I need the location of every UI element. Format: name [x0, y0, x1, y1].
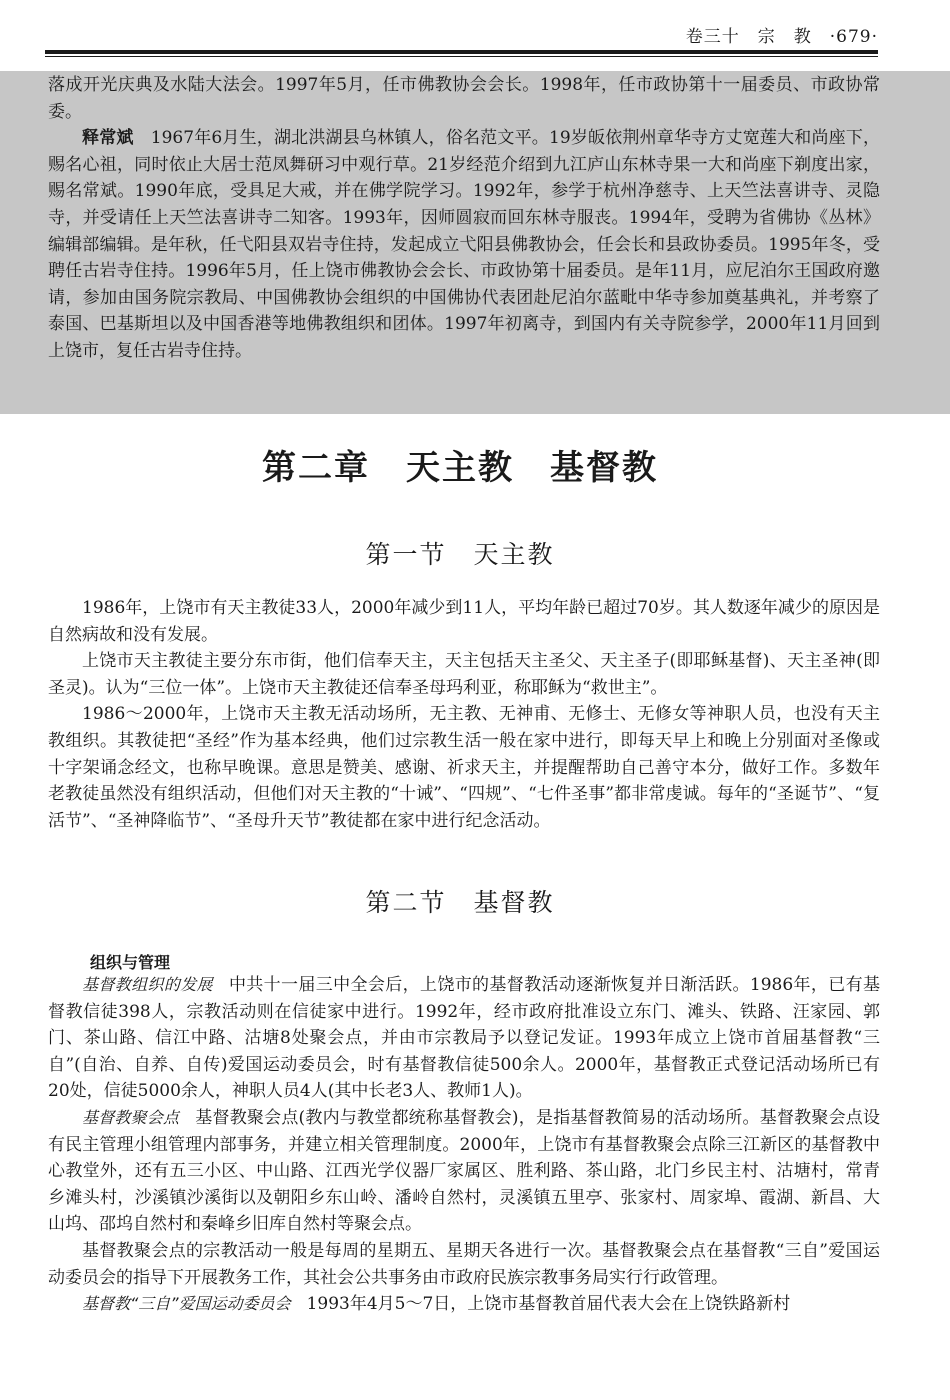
- run-in-heading: 基督教“三自”爱国运动委员会: [82, 1294, 291, 1314]
- section2-paragraph: 基督教聚会点 基督教聚会点(教内与教堂都统称基督教会)，是指基督教简易的活动场所。基督教聚会点设有民主管理小组管理内部事务，并建立相关管理制度。2000年，上饶市有基督教聚会点除三江新区的基督教中心教堂外，还有五三小区、中山路、江西光学仪器厂家属区、胜利路、茶山路，北门乡民主村、沽塘村，常青乡滩头村，沙溪镇沙溪街以及朝阳乡东山岭、潘岭自然村，灵溪镇五里亭、张家村、周家埠、霞湖、新昌、大山坞、邵坞自然村和秦峰乡旧库自然村等聚会点。: [48, 1107, 880, 1235]
- page-header: [45, 16, 878, 56]
- section1-body: [48, 595, 880, 834]
- biography-text: 1967年6月生，湖北洪湖县乌林镇人，俗名范文平。19岁皈依荆州章华寺方丈宽莲大和尚座下，赐名心祖，同时依止大居士范凤舞研习中观行草。21岁经范介绍到九江庐山东林寺果一大和尚座下剃度出家，赐名常斌。1990年底，受具足大戒，并在佛学院学习。1992年，参学于杭州净慈寺、上天竺法喜讲寺、灵隐寺，并受请任上天竺法喜讲寺二知客。1993年，因师圆寂而回东林寺服丧。1994年，受聘为省佛协《丛林》编辑部编辑。是年秋，任弋阳县双岩寺住持，发起成立弋阳县佛教协会，任会长和县政协委员。1995年冬，受聘任古岩寺住持。1996年5月，任上饶市佛教协会会长、市政协第十届委员。是年11月，应尼泊尔王国政府邀请，参加由国务院宗教局、中国佛教协会组织的中国佛协代表团赴尼泊尔蓝毗中华寺参加奠基典礼，并考察了泰国、巴基斯坦以及中国香港等地佛教组织和团体。1997年初离寺，到国内有关寺院参学，2000年11月回到上饶市，复任古岩寺住持。: [48, 128, 881, 361]
- biography-paragraph: [48, 125, 880, 364]
- section1-paragraph: 上饶市天主教徒主要分东市街，他们信奉天主，天主包括天主圣父、天主圣子(即耶稣基督)、天主圣神(即圣灵)。认为“三位一体”。上饶市天主教徒还信奉圣母玛利亚，称耶稣为“救世主”。: [48, 651, 880, 698]
- running-header: 卷三十 宗 教 ·679·: [685, 27, 878, 47]
- header-rule-thin: [45, 56, 878, 57]
- section2-paragraph: 基督教组织的发展 中共十一届三中全会后，上饶市的基督教活动逐渐恢复并日渐活跃。1986年，已有基督教信徒398人，宗教活动则在信徒家中进行。1992年，经市政府批准设立东门、滩头、铁路、汪家园、郭门、茶山路、信江中路、沽塘8处聚会点，并由市宗教局予以登记发证。1993年成立上饶市首届基督教“三自”(自治、自养、自传)爱国运动委员会，时有基督教信徒500余人。2000年，基督教正式登记活动场所已有20处，信徒5000余人，神职人员4人(其中长老3人、教师1人)。: [48, 975, 880, 1102]
- section2-body: [48, 972, 880, 1318]
- run-in-heading: 基督教组织的发展: [82, 975, 213, 994]
- section1-paragraph: 1986～2000年，上饶市天主教无活动场所，无主教、无神甫、无修士、无修女等神职人员，也没有天主教组织。其教徒把“圣经”作为基本经典，他们过宗教生活一般在家中进行，即每天早上和晚上分别面对圣像或十字架诵念经文，也称早晚课。意思是赞美、感谢、祈求天主，并提醒帮助自己善守本分，做好工作。多数年老教徒虽然没有组织活动，但他们对天主教的“十诫”、“四规”、“七件圣事”都非常虔诚。每年的“圣诞节”、“复活节”、“圣神降临节”、“圣母升天节”教徒都在家中进行纪念活动。: [48, 704, 880, 831]
- section-title-2: 第二节 基督教: [365, 888, 555, 917]
- subsection-heading: 组织与管理: [90, 953, 171, 972]
- header-rule: [45, 50, 878, 54]
- chapter-title: 第二章 天主教 基督教: [262, 448, 658, 488]
- section2-paragraph: 基督教聚会点的宗教活动一般是每周的星期五、星期天各进行一次。基督教聚会点在基督教“三自”爱国运动委员会的指导下开展教务工作，其社会公共事务由市政府民族宗教事务局实行行政管理。: [48, 1240, 880, 1288]
- top-text-block: [48, 72, 880, 365]
- section2-paragraph: 基督教“三自”爱国运动委员会 1993年4月5～7日，上饶市基督教首届代表大会在上饶铁路新村: [82, 1294, 791, 1315]
- section-title-1: 第一节 天主教: [365, 540, 555, 569]
- continuation-paragraph: 落成开光庆典及水陆大法会。1997年5月，任市佛教协会会长。1998年，任市政协第十一届委员、市政协常委。: [48, 75, 880, 122]
- section1-paragraph: 1986年，上饶市有天主教徒33人，2000年减少到11人，平均年龄已超过70岁。其人数逐年减少的原因是自然病故和没有发展。: [48, 598, 880, 645]
- run-in-heading: 基督教聚会点: [82, 1107, 180, 1127]
- biography-name: 释常斌: [82, 128, 134, 149]
